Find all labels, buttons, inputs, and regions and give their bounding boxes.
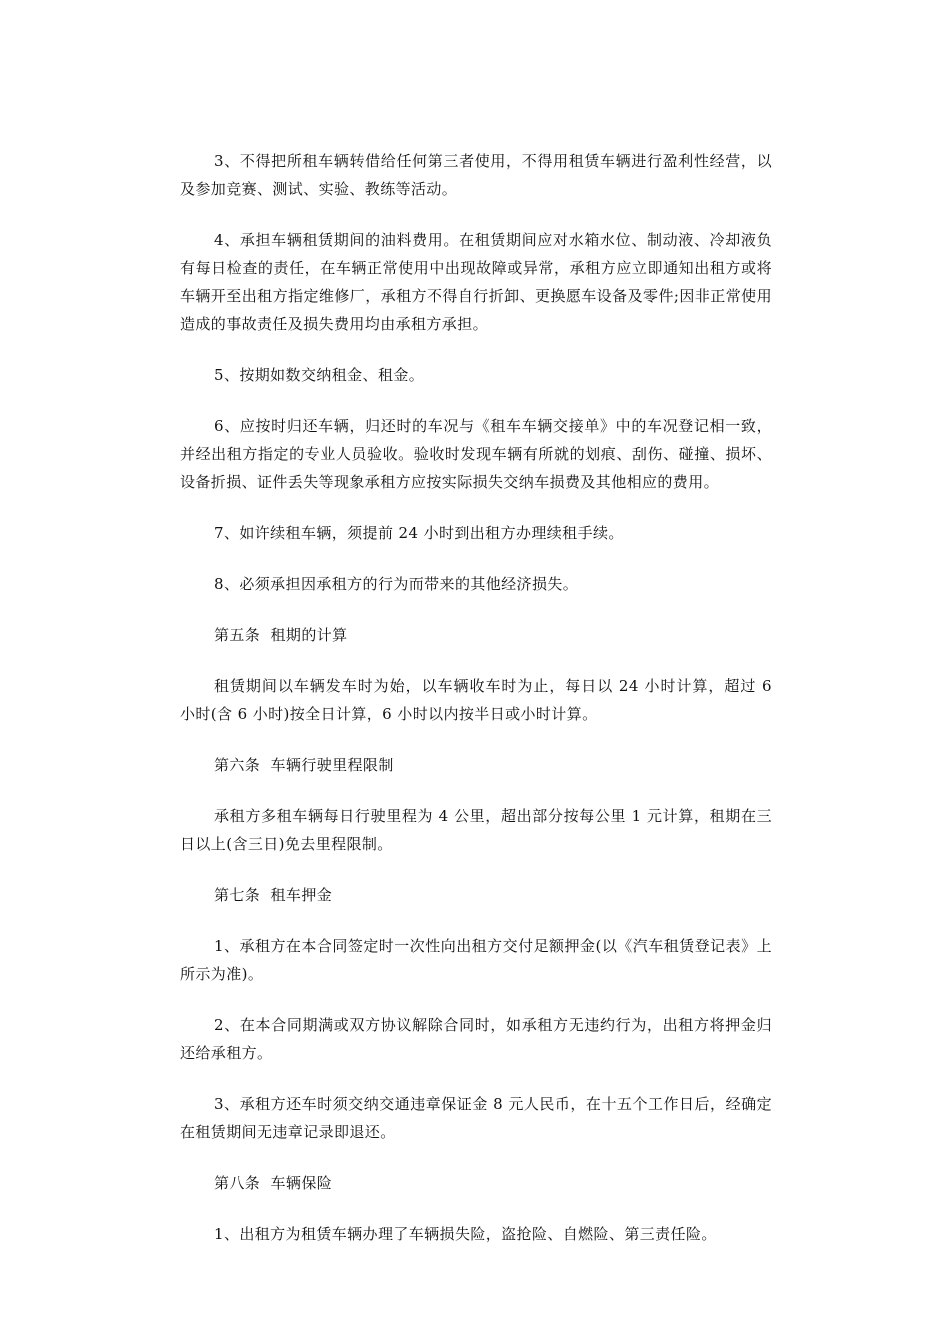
article-8-heading: 第八条 车辆保险 (214, 1174, 333, 1192)
clause-item-6: 6、应按时归还车辆，归还时的车况与《租车车辆交接单》中的车况登记相一致，并经出租方指定的专业人员验收。验收时发现车辆有所就的划痕、刮伤、碰撞、损坏、设备折损、证件丢失等现象承租方应按实际损失交纳车损费及其他相应的费用。 (180, 417, 772, 491)
article-5-body: 租赁期间以车辆发车时为始，以车辆收车时为止，每日以 24 小时计算，超过 6 小时(含 6 小时)按全日计算，6 小时以内按半日或小时计算。 (180, 677, 772, 723)
clause-item-5: 5、按期如数交纳租金、租金。 (214, 366, 425, 384)
article-7-heading: 第七条 租车押金 (214, 886, 333, 904)
article-7-item-3: 3、承租方还车时须交纳交通违章保证金 8 元人民币，在十五个工作日后，经确定在租赁期间无违章记录即退还。 (180, 1095, 772, 1141)
article-8-item-1: 1、出租方为租赁车辆办理了车辆损失险，盗抢险、自燃险、第三责任险。 (214, 1225, 717, 1243)
article-7-item-2: 2、在本合同期满或双方协议解除合同时，如承租方无违约行为，出租方将押金归还给承租方。 (180, 1016, 772, 1062)
clause-item-3: 3、不得把所租车辆转借给任何第三者使用，不得用租赁车辆进行盈利性经营，以及参加竞赛、测试、实验、教练等活动。 (180, 152, 772, 198)
clause-item-4: 4、承担车辆租赁期间的油料费用。在租赁期间应对水箱水位、制动液、冷却液负有每日检查的责任，在车辆正常使用中出现故障或异常，承租方应立即通知出租方或将车辆开至出租方指定维修厂，承租方不得自行折卸、更换愿车设备及零件;因非正常使用造成的事故责任及损失费用均由承租方承担。 (180, 231, 772, 333)
document-page (180, 147, 772, 1271)
article-6-heading: 第六条 车辆行驶里程限制 (214, 756, 394, 774)
article-7-item-1: 1、承租方在本合同签定时一次性向出租方交付足额押金(以《汽车租赁登记表》上所示为准)。 (180, 937, 772, 983)
clause-item-8: 8、必须承担因承租方的行为而带来的其他经济损失。 (214, 575, 579, 593)
article-6-body: 承租方多租车辆每日行驶里程为 4 公里，超出部分按每公里 1 元计算，租期在三日以上(含三日)免去里程限制。 (180, 807, 772, 853)
article-5-heading: 第五条 租期的计算 (214, 626, 348, 644)
clause-item-7: 7、如许续租车辆，须提前 24 小时到出租方办理续租手续。 (214, 524, 624, 542)
